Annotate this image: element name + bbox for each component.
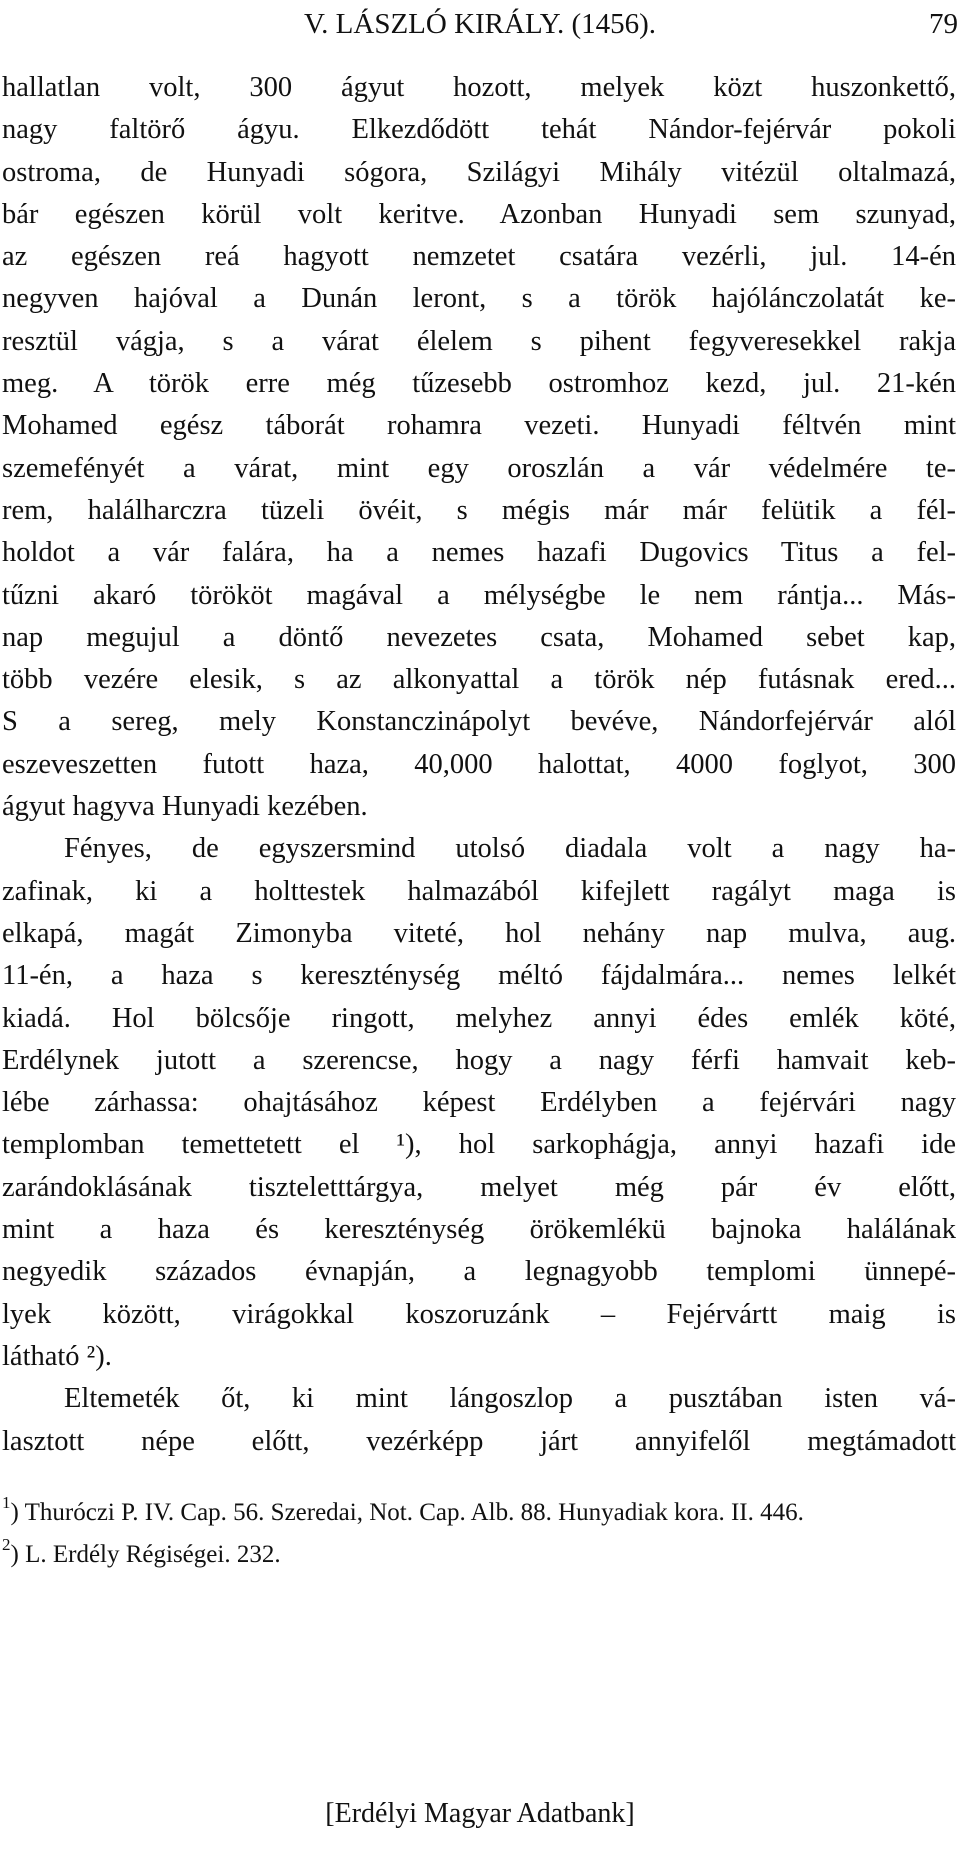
text-line: nap megujul a döntő nevezetes csata, Mohamed sebet kap,	[2, 621, 956, 653]
footnotes	[2, 1494, 956, 1574]
text-line: Eltemeték őt, ki mint lángoszlop a pusztában isten vá-	[64, 1383, 956, 1415]
body-text	[2, 67, 956, 1463]
text-line: lasztott népe előtt, vezérképp járt annyifelől megtámadott	[2, 1425, 956, 1457]
text-line: Erdélynek jutott a szerencse, hogy a nagy férfi hamvait keb-	[2, 1044, 956, 1076]
text-line: látható ²).	[2, 1340, 112, 1372]
text-line: negyedik százados évnapján, a legnagyobb templomi ünnepé-	[2, 1256, 956, 1288]
text-line: templomban temettetett el ¹), hol sarkophágja, annyi hazafi ide	[2, 1129, 956, 1161]
text-line: hallatlan volt, 300 ágyut hozott, melyek közt huszonkettő,	[2, 72, 956, 103]
text-line: eszeveszetten futott haza, 40,000 halottat, 4000 foglyot, 300	[2, 748, 956, 780]
text-line: zafinak, ki a holttestek halmazából kifejlett ragályt maga is	[2, 875, 956, 907]
page-number: 79	[929, 8, 958, 40]
text-line: szemefényét a várat, mint egy oroszlán a vár védelmére te-	[2, 452, 956, 484]
text-line: Fényes, de egyszersmind utolsó diadala volt a nagy ha-	[64, 833, 956, 865]
footnote-marker: 1	[2, 1493, 11, 1512]
footnote-marker: 2	[2, 1535, 11, 1554]
text-line: tűzni akaró törököt magával a mélységbe le nem rántja... Más-	[2, 579, 956, 611]
text-line: S a sereg, mely Konstanczinápolyt bevéve, Nándorfejérvár alól	[2, 706, 956, 738]
text-line: lyek között, virágokkal koszoruzánk – Fejérvártt maig is	[2, 1298, 956, 1330]
text-line: Mohamed egész táborát rohamra vezeti. Hunyadi féltvén mint	[2, 410, 956, 442]
text-line: resztül vágja, s a várat élelem s pihent fegyveresekkel rakja	[2, 325, 956, 357]
text-line: holdot a vár falára, ha a nemes hazafi Dugovics Titus a fel-	[2, 537, 956, 569]
text-line: meg. A török erre még tűzesebb ostromhoz kezd, jul. 21-kén	[2, 368, 956, 400]
footnote-text: ) L. Erdély Régiségei. 232.	[10, 1541, 281, 1568]
text-line: nagy faltörő ágyu. Elkezdődött tehát Nándor-fejérvár pokoli	[2, 114, 956, 146]
text-line: 11-én, a haza s kereszténység méltó fájdalmára... nemes lelkét	[2, 960, 956, 992]
text-line: ágyut hagyva Hunyadi kezében.	[2, 791, 368, 823]
text-line: negyven hajóval a Dunán leront, s a török hajólánczolatát ke-	[2, 283, 956, 315]
footer-source: [Erdélyi Magyar Adatbank]	[325, 1798, 635, 1829]
footnote-2	[2, 1536, 956, 1574]
footnote-text: ) Thuróczi P. IV. Cap. 56. Szeredai, Not. Cap. Alb. 88. Hunyadiak kora. II. 446.	[10, 1499, 804, 1526]
text-line: több vezére elesik, s az alkonyattal a török nép futásnak ered...	[2, 664, 956, 696]
text-line: bár egészen körül volt keritve. Azonban Hunyadi sem szunyad,	[2, 198, 956, 230]
chapter-title: V. LÁSZLÓ KIRÁLY. (1456).	[303, 8, 657, 40]
text-line: rem, halálharczra tüzeli övéit, s mégis már már felütik a fél-	[2, 494, 956, 526]
text-line: mint a haza és kereszténység örökemlékü bajnoka halálának	[2, 1214, 956, 1246]
text-line: lébe zárhassa: ohajtásához képest Erdélyben a fejérvári nagy	[2, 1087, 956, 1119]
text-line: elkapá, magát Zimonyba viteté, hol nehány nap mulva, aug.	[2, 917, 956, 949]
running-head	[0, 2, 960, 46]
text-line: zarándoklásának tiszteletttárgya, melyet még pár év előtt,	[2, 1171, 956, 1203]
footnote-1	[2, 1494, 956, 1532]
text-line: kiadá. Hol bölcsője ringott, melyhez annyi édes emlék köté,	[2, 1002, 956, 1034]
text-line: az egészen reá hagyott nemzetet csatára vezérli, jul. 14-én	[2, 241, 956, 273]
text-line: ostroma, de Hunyadi sógora, Szilágyi Mihály vitézül oltalmazá,	[2, 156, 956, 188]
